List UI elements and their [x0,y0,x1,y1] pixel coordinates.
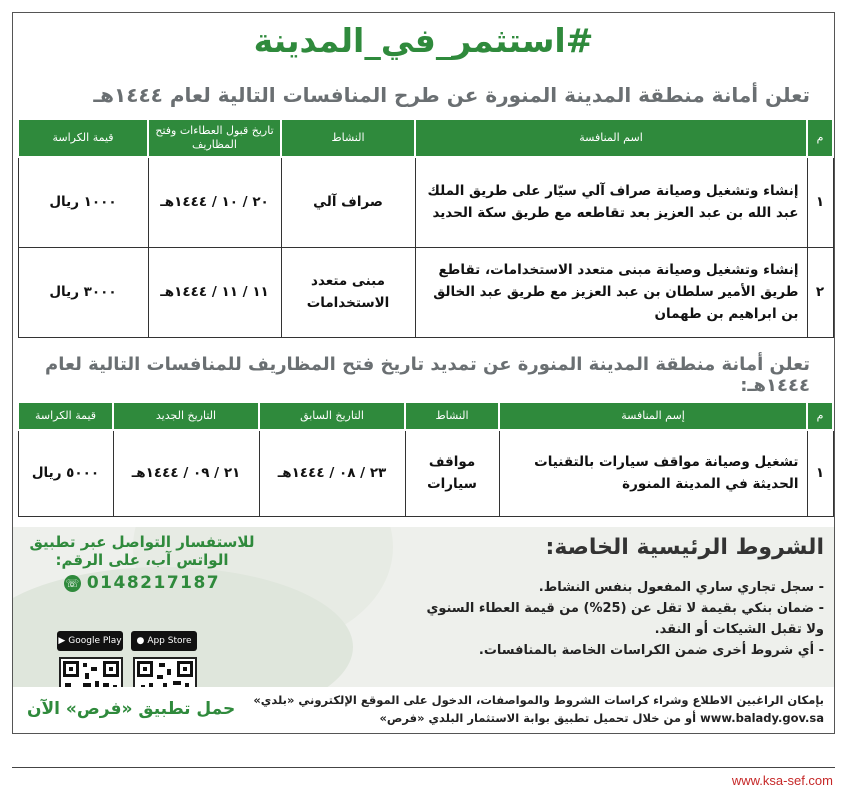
tender-activity: مبنى متعدد الاستخدامات [281,247,415,337]
tender-price: ٥٠٠٠ ريال [18,430,113,516]
terms-list [404,577,824,661]
download-app-text: حمل تطبيق «فرص» الآن [27,699,236,719]
table-row [18,247,833,337]
phone-number: 0148217187 [86,573,221,593]
footer-line: بإمكان الراغبين الاطلاع وشراء كراسات الشروط والمواصفات، الدخول على الموقع الإلكتروني «بلدي» [253,693,824,707]
col-tender-name: إسم المنافسة [499,402,807,430]
col-date: تاريخ قبول العطاءات وفتح المظاريف [148,119,281,157]
row-number: ٢ [807,247,833,337]
contact-block [27,533,257,593]
col-number: م [807,119,833,157]
tender-old-date: ٢٣ / ٠٨ / ١٤٤٤هـ [259,430,405,516]
contact-line: الواتس آب، على الرقم: [55,551,229,569]
whatsapp-icon: ☏ [65,576,80,590]
row-number: ١ [807,430,833,516]
col-number: م [807,402,833,430]
ad-frame [12,12,835,734]
terms-section [13,527,834,687]
tender-price: ١٠٠٠ ريال [18,157,148,247]
app-store-badge[interactable] [131,631,197,651]
terms-title: الشروط الرئيسية الخاصة: [545,535,824,560]
table-row [18,430,833,516]
play-icon: ▶ [58,636,66,646]
apple-icon: ● [136,636,145,646]
tender-date: ٢٠ / ١٠ / ١٤٤٤هـ [148,157,281,247]
terms-item: - أي شروط أخرى ضمن الكراسات الخاصة بالمنافسات. [478,643,824,658]
col-tender-name: اسم المنافسة [415,119,807,157]
tender-new-date: ٢١ / ٠٩ / ١٤٤٤هـ [113,430,259,516]
qr-code-icon[interactable] [59,657,123,687]
divider [12,767,835,768]
footer-text [253,691,824,727]
whatsapp-contact[interactable] [27,573,257,593]
app-store-label: App Store [147,636,192,646]
extension-table [17,401,834,517]
contact-line: للاستفسار التواصل عبر تطبيق [29,533,255,551]
col-price: قيمة الكراسة [18,119,148,157]
row-number: ١ [807,157,833,247]
tender-activity: مواقف سيارات [405,430,499,516]
website-link[interactable]: www.ksa-sef.com [731,773,833,788]
tenders-table [17,118,834,338]
hashtag-title: #استثمر_في_المدينة [253,21,594,60]
footer [13,687,834,733]
tender-name: تشغيل وصيانة مواقف سيارات بالتقنيات الحديثة في المدينة المنورة [499,430,807,516]
tender-price: ٣٠٠٠ ريال [18,247,148,337]
terms-item: - ضمان بنكي بقيمة لا تقل عن (25%) من قيمة العطاء السنوي [426,601,824,616]
google-play-badge[interactable] [57,631,123,651]
tender-activity: صراف آلي [281,157,415,247]
terms-item: ولا تقبل الشيكات أو النقد. [654,622,824,637]
col-activity: النشاط [405,402,499,430]
tender-name: إنشاء وتشغيل وصيانة مبنى متعدد الاستخدامات، تقاطع طريق الأمير سلطان بن عبد العزيز مع طريق عبد الخالق بن ابراهيم بن طهمان [415,247,807,337]
col-price: قيمة الكراسة [18,402,113,430]
announcement-extension: تعلن أمانة منطقة المدينة المنورة عن تمديد تاريخ فتح المظاريف للمنافسات التالية لعام ١٤٤٤هـ: [45,354,810,396]
terms-item: - سجل تجاري ساري المفعول بنفس النشاط. [538,580,824,595]
tender-name: إنشاء وتشغيل وصيانة صراف آلي سيّار على طريق الملك عبد الله بن عبد العزيز بعد تقاطعه مع طريق سكة الحديد [415,157,807,247]
google-play-label: Google Play [68,636,122,646]
footer-line: www.balady.gov.sa أو من خلال تحميل تطبيق بوابة الاستثمار البلدي «فرص» [379,711,824,725]
table-row [18,157,833,247]
tender-date: ١١ / ١١ / ١٤٤٤هـ [148,247,281,337]
col-new-date: التاريخ الجديد [113,402,259,430]
col-activity: النشاط [281,119,415,157]
col-old-date: التاريخ السابق [259,402,405,430]
qr-code-icon[interactable] [133,657,197,687]
announcement-new-tenders: تعلن أمانة منطقة المدينة المنورة عن طرح المنافسات التالية لعام ١٤٤٤هـ [93,83,810,107]
